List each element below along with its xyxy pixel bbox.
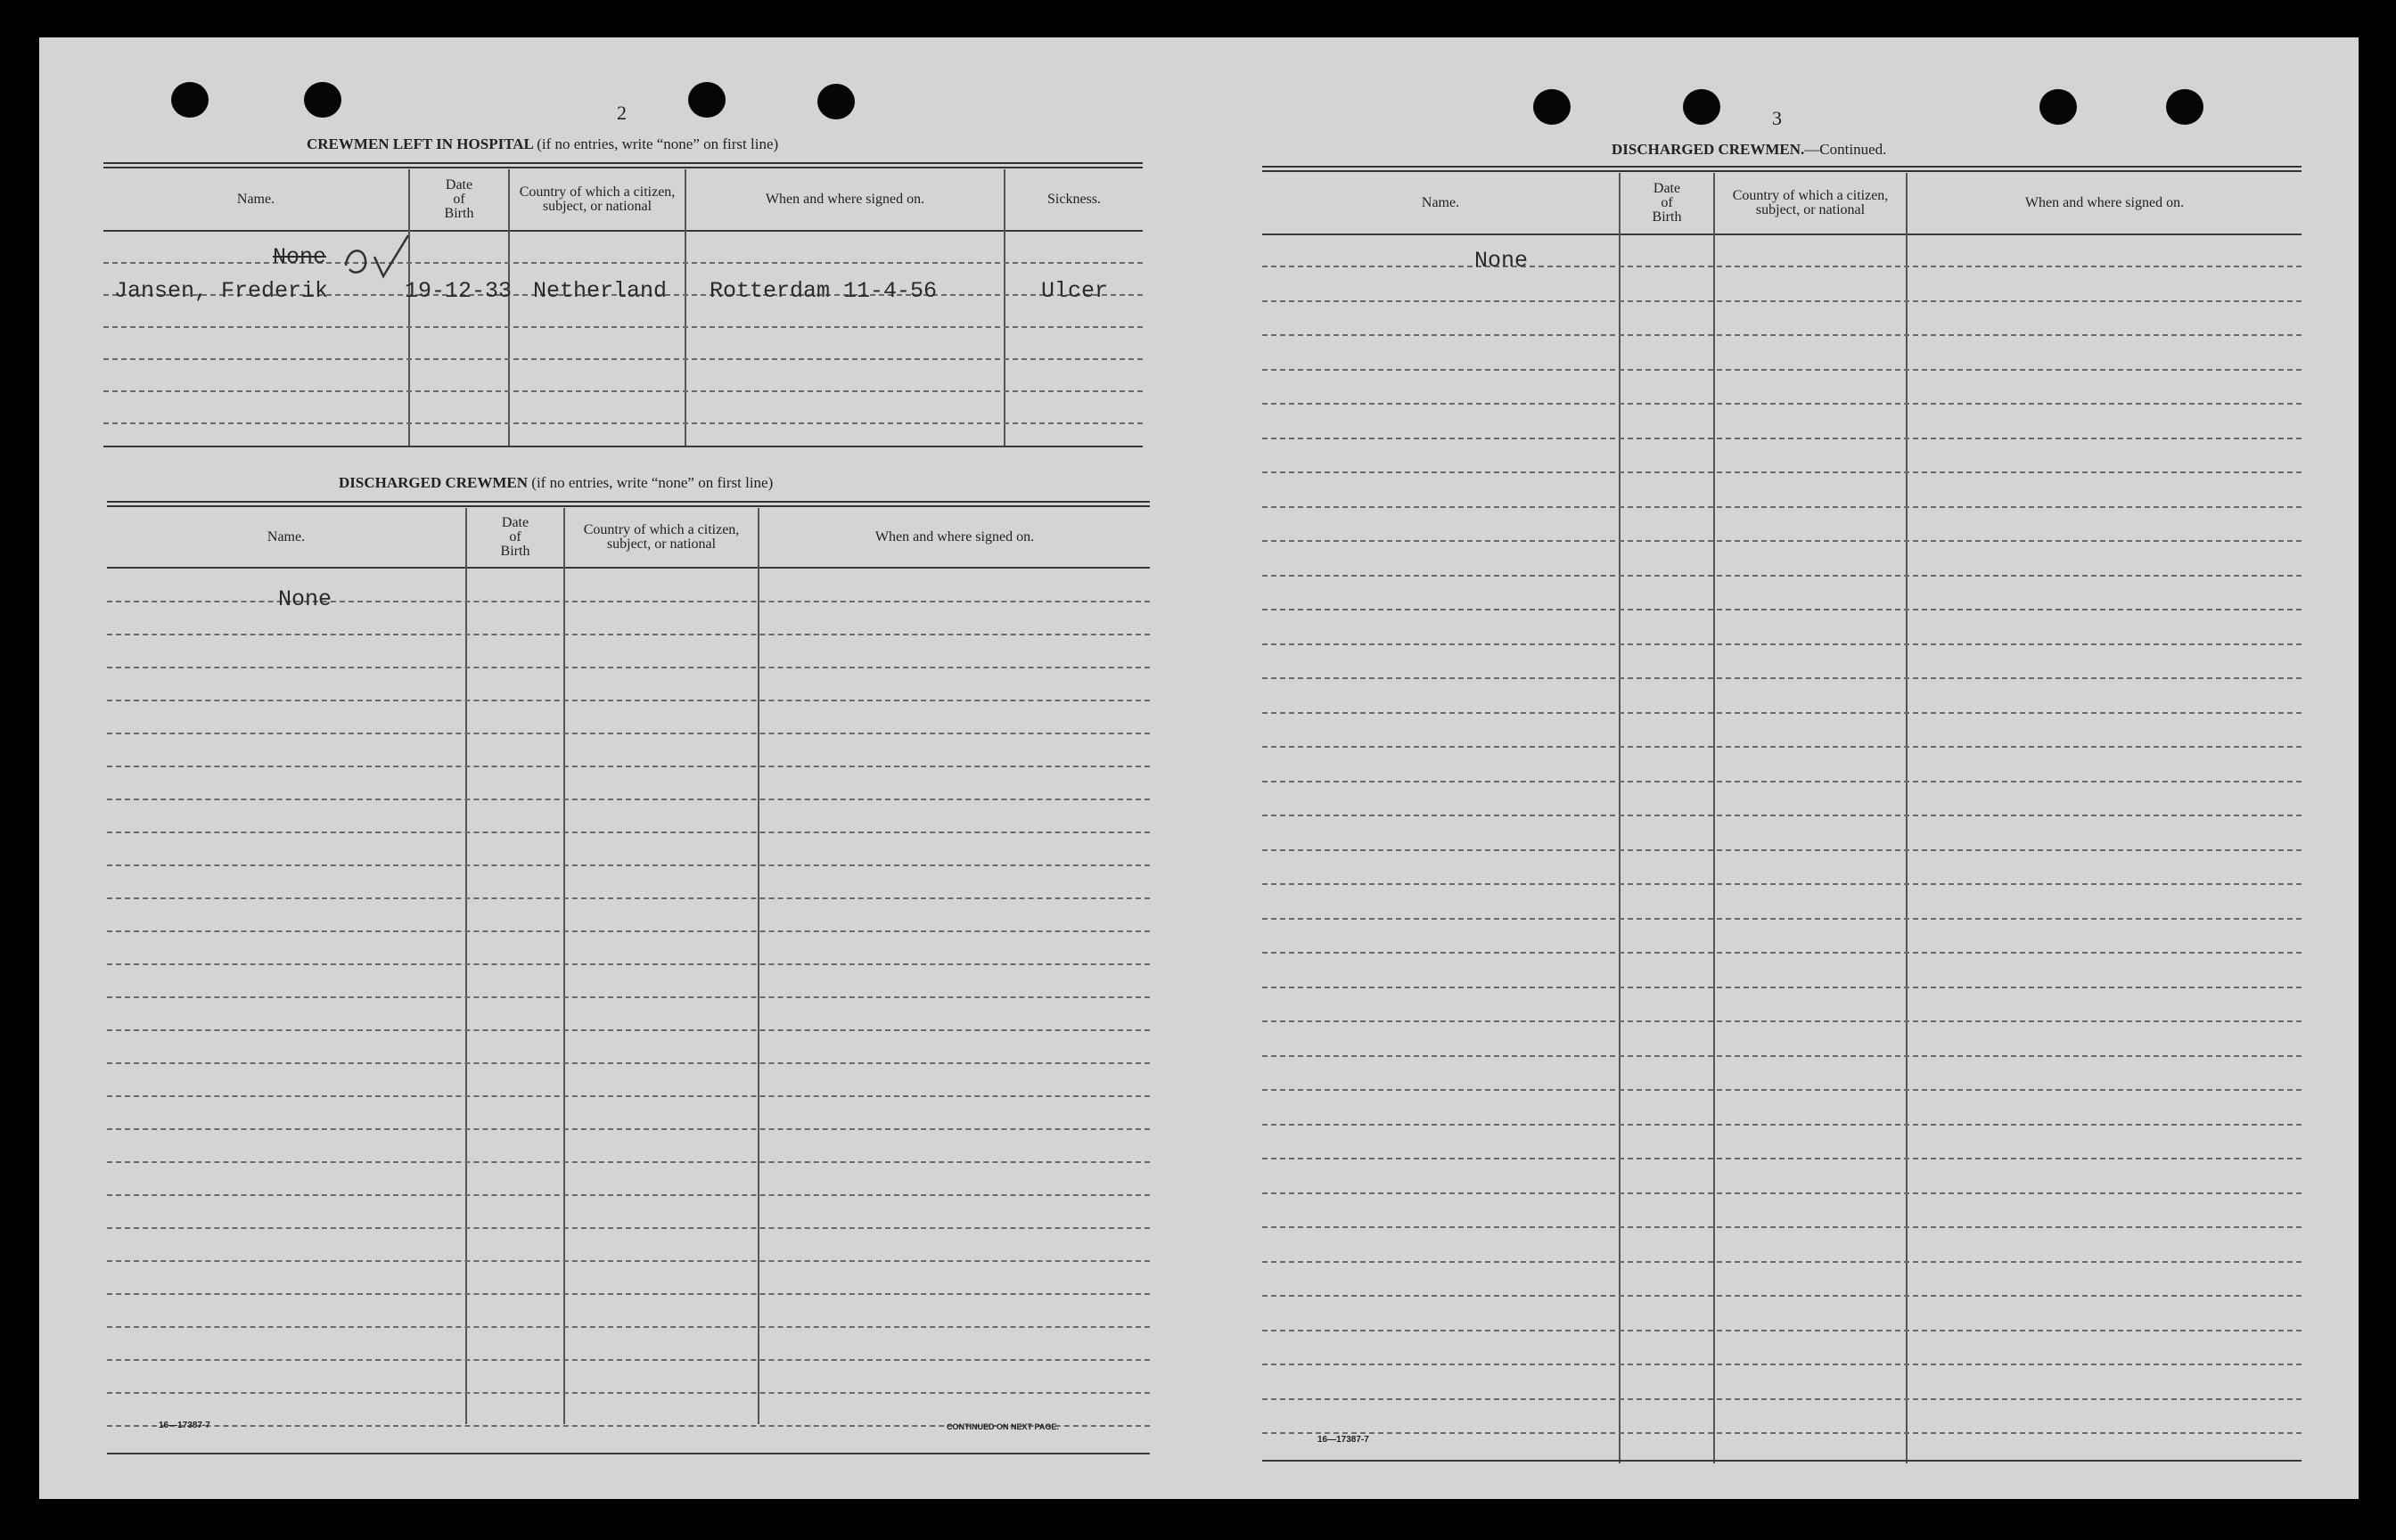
column-divider: [1619, 173, 1621, 1463]
header-text: Date of Birth: [1652, 181, 1682, 225]
entry-line: [107, 1260, 1150, 1262]
header-text: Date of Birth: [444, 177, 474, 221]
entry-line: [1262, 1124, 2302, 1126]
entry-line: [1262, 1158, 2302, 1159]
discharged-table-left: [107, 501, 1150, 1456]
entry-line: [1262, 1226, 2302, 1228]
column-header-sickness: Sickness.: [1047, 192, 1101, 207]
entry-line: [1262, 1089, 2302, 1091]
entry-line: [103, 390, 1143, 392]
entry-line: [1262, 403, 2302, 405]
form-number-right: 16—17387-7: [1317, 1435, 1369, 1445]
column-header-date-of-birth: [410, 169, 508, 230]
column-header-signed-on: When and where signed on.: [765, 192, 925, 207]
discharged-continued-title-text: DISCHARGED CREWMEN.: [1612, 141, 1805, 158]
entry-line: [107, 799, 1150, 800]
entry-line: [1262, 1192, 2302, 1194]
continued-note: CONTINUED ON NEXT PAGE.: [947, 1422, 1059, 1431]
entry-line: [107, 963, 1150, 965]
discharged-instruction: (if no entries, write “none” on first line): [531, 474, 774, 491]
entry-line: [103, 326, 1143, 328]
hospital-title-text: CREWMEN LEFT IN HOSPITAL: [307, 135, 533, 152]
handwritten-check-mark: [339, 230, 446, 283]
discharged-continued-none-entry: None: [1474, 248, 1529, 274]
continued-suffix: —Continued.: [1804, 141, 1887, 158]
entry-line: [1262, 300, 2302, 302]
punch-hole: [171, 82, 209, 118]
column-header-date-of-birth: [1621, 173, 1713, 233]
table-top-rule: [1262, 166, 2302, 172]
hospital-section-title: [307, 135, 778, 153]
entry-line: [107, 897, 1150, 899]
table-bottom-rule: [107, 1453, 1150, 1454]
hospital-instruction: (if no entries, write “none” on first line): [537, 135, 779, 152]
header-text: Country of which a citizen, subject, or national: [1732, 188, 1889, 217]
column-divider: [563, 508, 565, 1424]
column-header-signed-on: When and where signed on.: [2024, 195, 2185, 210]
entry-line: [1262, 438, 2302, 439]
punch-hole: [1683, 89, 1720, 125]
column-header-name: Name.: [267, 529, 306, 545]
discharged-section-title: [339, 474, 773, 492]
entry-line: [1262, 883, 2302, 885]
entry-line: [1262, 1432, 2302, 1434]
entry-line: [1262, 540, 2302, 542]
punch-hole: [304, 82, 341, 118]
column-divider: [1906, 173, 1908, 1463]
entry-line: [1262, 506, 2302, 508]
discharged-title-text: DISCHARGED CREWMEN: [339, 474, 529, 491]
entry-line: [1262, 952, 2302, 954]
entry-line: [107, 667, 1150, 668]
entry-line: [1262, 1364, 2302, 1365]
entry-line: [103, 358, 1143, 360]
entry-line: [1262, 987, 2302, 988]
entry-line: [1262, 1261, 2302, 1263]
entry-line: [1262, 266, 2302, 267]
form-number-left: 16—17387-7: [159, 1421, 210, 1430]
column-header-signed-on: When and where signed on.: [874, 529, 1035, 545]
entry-line: [1262, 781, 2302, 782]
column-divider: [758, 508, 759, 1424]
header-text: Country of which a citizen, subject, or national: [583, 522, 740, 552]
entry-line: [107, 1227, 1150, 1229]
entry-line: [1262, 677, 2302, 679]
crewman-signed-on: Rotterdam 11-4-56: [710, 278, 938, 304]
entry-line: [107, 930, 1150, 932]
column-header-name: Name.: [236, 192, 275, 207]
entry-line: [103, 262, 1143, 264]
column-header-name: Name.: [1421, 195, 1460, 210]
hospital-table: [103, 162, 1143, 453]
header-text: Country of which a citizen, subject, or national: [519, 184, 676, 214]
entry-line: [107, 1062, 1150, 1064]
crewman-name: Jansen, Frederik: [114, 278, 329, 304]
entry-line: [1262, 1330, 2302, 1331]
crewman-sickness: Ulcer: [1041, 278, 1109, 304]
entry-line: [107, 831, 1150, 833]
entry-line: [107, 1029, 1150, 1031]
entry-line: [1262, 575, 2302, 577]
entry-line: [1262, 471, 2302, 473]
entry-line: [1262, 1020, 2302, 1022]
entry-line: [1262, 746, 2302, 748]
column-divider: [1713, 173, 1715, 1463]
entry-line: [1262, 1055, 2302, 1057]
entry-line: [1262, 334, 2302, 336]
entry-line: [1262, 712, 2302, 714]
entry-line: [107, 1326, 1150, 1328]
punch-hole: [2166, 89, 2203, 125]
entry-line: [107, 1359, 1150, 1361]
entry-line: [107, 1392, 1150, 1394]
entry-line: [107, 1128, 1150, 1130]
crewman-date-of-birth: 19-12-33: [405, 278, 513, 304]
struck-none-entry: None: [273, 244, 327, 270]
header-bottom-rule: [1262, 233, 2302, 235]
entry-line: [1262, 918, 2302, 920]
entry-line: [107, 601, 1150, 602]
punch-hole: [688, 82, 726, 118]
document-sheet: [39, 37, 2359, 1499]
table-bottom-rule: [103, 446, 1143, 447]
discharged-none-entry: None: [278, 586, 332, 612]
header-bottom-rule: [107, 567, 1150, 569]
column-header-country: [565, 508, 758, 567]
table-top-rule: [103, 162, 1143, 168]
entry-line: [1262, 1295, 2302, 1297]
entry-line: [107, 733, 1150, 734]
entry-line: [1262, 849, 2302, 851]
punch-hole: [817, 84, 855, 119]
punch-hole: [1533, 89, 1571, 125]
entry-line: [1262, 609, 2302, 610]
header-text: Date of Birth: [500, 515, 530, 559]
entry-line: [107, 864, 1150, 866]
column-divider: [465, 508, 467, 1424]
column-header-country: [510, 169, 685, 230]
crewman-country: Netherland: [533, 278, 668, 304]
column-header-date-of-birth: [467, 508, 563, 567]
entry-line: [107, 996, 1150, 998]
column-header-country: [1715, 173, 1906, 233]
entry-line: [107, 1161, 1150, 1163]
entry-line: [1262, 643, 2302, 645]
header-bottom-rule: [103, 230, 1143, 232]
entry-line: [107, 1293, 1150, 1295]
discharged-continued-title: [1612, 141, 1886, 159]
entry-line: [107, 700, 1150, 701]
discharged-table-right: [1262, 166, 2302, 1467]
entry-line: [107, 766, 1150, 767]
entry-line: [107, 1194, 1150, 1196]
entry-line: [107, 1095, 1150, 1097]
table-bottom-rule: [1262, 1460, 2302, 1462]
page-number-right: 3: [1772, 107, 1782, 129]
entry-line: [1262, 815, 2302, 816]
page-number-left: 2: [617, 102, 627, 124]
entry-line: [107, 634, 1150, 635]
entry-line: [1262, 369, 2302, 371]
entry-line: [103, 422, 1143, 424]
punch-hole: [2039, 89, 2077, 125]
table-top-rule: [107, 501, 1150, 507]
entry-line: [1262, 1398, 2302, 1400]
